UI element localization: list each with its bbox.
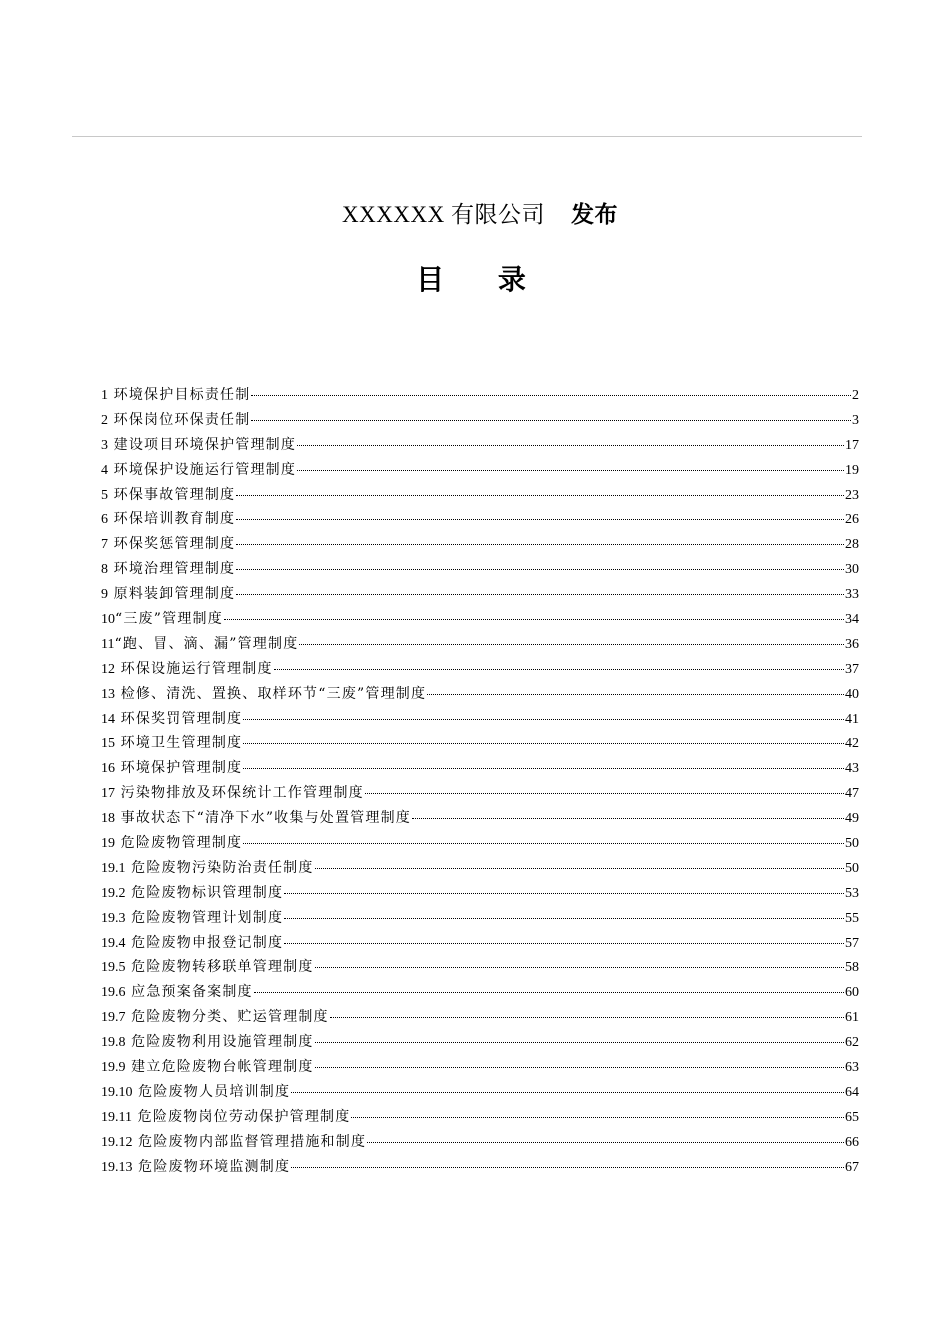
toc-entry-title: 污染物排放及环保统计工作管理制度	[120, 785, 364, 802]
toc-entry-label	[101, 657, 273, 683]
toc-entry[interactable]	[101, 980, 859, 1005]
toc-entry[interactable]	[101, 483, 859, 508]
toc-page-number: 50	[845, 836, 859, 852]
toc-leader-dots	[254, 988, 844, 993]
toc-page-number: 53	[845, 885, 859, 901]
toc-entry[interactable]	[101, 831, 859, 856]
toc-entry[interactable]	[101, 1155, 859, 1180]
toc-entry[interactable]	[101, 657, 859, 682]
toc-page-number: 55	[845, 910, 859, 926]
toc-entry-number: 19.4	[101, 935, 126, 951]
toc-entry-label	[101, 906, 283, 932]
toc-entry-label	[101, 781, 364, 807]
toc-entry-title: 危险废物申报登记制度	[131, 934, 284, 951]
toc-entry-title: 危险废物污染防治责任制度	[131, 859, 314, 876]
toc-entry[interactable]	[101, 1080, 859, 1105]
toc-leader-dots	[315, 1038, 844, 1043]
toc-page-number: 42	[845, 736, 859, 752]
issuer-name: XXXXXX 有限公司	[342, 202, 545, 227]
toc-leader-dots	[367, 1138, 844, 1143]
toc-entry-title: 环境治理管理制度	[113, 561, 236, 578]
toc-entry-number: 19.10	[101, 1084, 133, 1100]
toc-leader-dots	[315, 1063, 844, 1068]
toc-entry-label	[101, 582, 235, 608]
toc-entry-title: 环保设施运行管理制度	[120, 660, 273, 677]
toc-page-number: 28	[845, 537, 859, 553]
toc-entry-label	[101, 806, 411, 832]
toc-entry-title: 环境保护目标责任制	[113, 387, 251, 403]
toc-leader-dots	[284, 889, 844, 894]
toc-entry-title: 危险废物转移联单管理制度	[131, 959, 314, 976]
toc-entry-title: 危险废物利用设施管理制度	[131, 1034, 314, 1051]
toc-entry-title: 环保岗位环保责任制	[113, 411, 251, 428]
toc-entry-label	[101, 1005, 329, 1031]
toc-entry-label	[101, 1030, 314, 1056]
toc-page-number: 67	[845, 1159, 859, 1175]
toc-page-number: 49	[845, 811, 859, 827]
toc-entry-title: 危险废物管理制度	[120, 835, 243, 852]
toc-entry-title: 检修、清洗、置换、取样环节“三废”管理制度	[120, 685, 427, 702]
toc-entry[interactable]	[101, 756, 859, 781]
toc-entry[interactable]	[101, 906, 859, 931]
toc-entry-number: 15	[101, 736, 115, 752]
toc-entry-title: 环境保护设施运行管理制度	[113, 461, 297, 478]
toc-leader-dots	[274, 665, 844, 670]
toc-entry-title: 环保培训教育制度	[113, 511, 236, 528]
toc-entry-title: 危险废物内部监督管理措施和制度	[138, 1133, 367, 1150]
toc-entry-label	[101, 955, 314, 981]
toc-entry[interactable]	[101, 1030, 859, 1055]
toc-leader-dots	[315, 864, 844, 869]
table-of-contents	[101, 383, 859, 1180]
toc-entry-number: 19.13	[101, 1159, 133, 1175]
toc-page-number: 64	[845, 1084, 859, 1100]
toc-entry[interactable]	[101, 458, 859, 483]
toc-page-number: 17	[845, 437, 859, 453]
toc-entry-number: 2	[101, 412, 108, 428]
toc-entry-number: 19.1	[101, 860, 126, 876]
toc-entry[interactable]	[101, 806, 859, 831]
toc-entry[interactable]	[101, 1005, 859, 1030]
toc-page-number: 40	[845, 686, 859, 702]
toc-entry-label	[101, 731, 242, 757]
toc-entry[interactable]	[101, 383, 859, 408]
toc-entry-number: 17	[101, 786, 115, 802]
toc-page-number: 61	[845, 1010, 859, 1026]
toc-entry-number: 4	[101, 462, 108, 478]
toc-page-number: 3	[852, 412, 859, 428]
toc-entry-title: 建立危险废物台帐管理制度	[131, 1059, 314, 1076]
toc-page-number: 65	[845, 1109, 859, 1125]
toc-page-number: 23	[845, 487, 859, 503]
toc-page-number: 62	[845, 1035, 859, 1051]
toc-entry-number: 3	[101, 437, 108, 453]
toc-entry-number: 19.11	[101, 1109, 132, 1125]
toc-page-number: 58	[845, 960, 859, 976]
toc-entry[interactable]	[101, 1105, 859, 1130]
toc-entry-title: 环境卫生管理制度	[120, 735, 243, 752]
toc-entry-label	[101, 856, 314, 882]
toc-entry-title: 危险废物标识管理制度	[131, 884, 284, 901]
toc-entry-number: 19	[101, 836, 115, 852]
toc-entry-label	[101, 980, 253, 1006]
toc-entry-number: 19.12	[101, 1134, 133, 1150]
toc-entry-label	[101, 1155, 290, 1181]
toc-page-number: 50	[845, 860, 859, 876]
toc-page-number: 33	[845, 587, 859, 603]
toc-entry-number: 18	[101, 811, 115, 827]
toc-entry[interactable]	[101, 1130, 859, 1155]
toc-entry-title: 危险废物管理计划制度	[131, 909, 284, 926]
toc-entry-label	[101, 507, 235, 533]
toc-entry-label	[101, 607, 223, 633]
toc-entry-number: 19.5	[101, 960, 126, 976]
toc-page-number: 36	[845, 636, 859, 652]
toc-leader-dots	[236, 565, 844, 570]
toc-leader-dots	[365, 789, 844, 794]
toc-leader-dots	[412, 814, 844, 819]
toc-entry-number: 9	[101, 587, 108, 603]
toc-leader-dots	[291, 1163, 844, 1168]
toc-entry-number: 5	[101, 487, 108, 503]
toc-leader-dots	[236, 491, 844, 496]
toc-entry-title: 事故状态下“清净下水”收集与处置管理制度	[120, 810, 411, 827]
toc-leader-dots	[284, 914, 844, 919]
toc-entry-number: 14	[101, 711, 115, 727]
toc-entry-label	[101, 483, 235, 509]
toc-entry-title: 应急预案备案制度	[131, 984, 253, 1001]
toc-entry-number: 11	[101, 636, 115, 652]
toc-entry-number: 12	[101, 661, 115, 677]
toc-leader-dots	[243, 739, 844, 744]
toc-entry[interactable]	[101, 532, 859, 557]
toc-leader-dots	[291, 1088, 844, 1093]
toc-entry-title: 危险废物人员培训制度	[138, 1083, 291, 1100]
toc-leader-dots	[236, 540, 844, 545]
toc-entry-title: 危险废物岗位劳动保护管理制度	[137, 1108, 351, 1125]
toc-entry-label	[101, 532, 235, 558]
toc-leader-dots	[224, 615, 844, 620]
toc-leader-dots	[243, 764, 844, 769]
toc-leader-dots	[236, 515, 844, 520]
toc-page-number: 30	[845, 562, 859, 578]
toc-entry[interactable]	[101, 682, 859, 707]
toc-entry-label	[101, 1080, 290, 1106]
toc-entry-number: 6	[101, 512, 108, 528]
toc-entry-title: “跑、冒、滴、漏”管理制度	[114, 635, 299, 652]
toc-entry[interactable]	[101, 781, 859, 806]
toc-entry-number: 19.8	[101, 1035, 126, 1051]
toc-entry-title: 建设项目环境保护管理制度	[113, 436, 297, 453]
toc-page-number: 2	[852, 388, 859, 403]
toc-page-number: 19	[845, 462, 859, 478]
toc-entry-number: 13	[101, 686, 115, 702]
toc-entry-label	[101, 383, 250, 409]
toc-leader-dots	[284, 939, 844, 944]
toc-entry-label	[101, 682, 426, 708]
toc-entry-number: 16	[101, 761, 115, 777]
toc-entry-number: 1	[101, 388, 108, 403]
toc-leader-dots	[243, 715, 844, 720]
toc-entry-label	[101, 1055, 314, 1081]
toc-entry-title: 危险废物环境监测制度	[138, 1158, 291, 1175]
toc-entry-number: 7	[101, 537, 108, 553]
toc-page-number: 41	[845, 711, 859, 727]
toc-entry-label	[101, 557, 235, 583]
toc-leader-dots	[236, 590, 844, 595]
toc-entry-label	[101, 931, 283, 957]
publish-label: 发布	[570, 202, 618, 228]
toc-entry-number: 19.3	[101, 910, 126, 926]
toc-page-number: 57	[845, 935, 859, 951]
toc-entry[interactable]	[101, 881, 859, 906]
toc-leader-dots	[297, 466, 844, 471]
toc-entry-label	[101, 433, 296, 459]
toc-leader-dots	[351, 1113, 844, 1118]
toc-page-number: 26	[845, 512, 859, 528]
toc-entry-label	[101, 1105, 350, 1131]
toc-entry-title: 环境保护管理制度	[120, 760, 243, 777]
toc-entry-number: 19.2	[101, 885, 126, 901]
publisher-line	[0, 196, 950, 229]
toc-entry[interactable]	[101, 582, 859, 607]
toc-entry-title: 原料装卸管理制度	[113, 586, 236, 603]
toc-page-number: 43	[845, 761, 859, 777]
toc-page-number: 37	[845, 661, 859, 677]
toc-entry[interactable]	[101, 632, 859, 657]
toc-entry[interactable]	[101, 607, 859, 632]
toc-leader-dots	[297, 441, 844, 446]
toc-leader-dots	[315, 963, 844, 968]
toc-entry-label	[101, 632, 298, 658]
toc-entry-title: 环保事故管理制度	[113, 486, 236, 503]
toc-entry-number: 8	[101, 562, 108, 578]
toc-entry[interactable]	[101, 408, 859, 433]
toc-entry-label	[101, 408, 250, 434]
toc-page-number: 60	[845, 985, 859, 1001]
header-divider	[72, 136, 862, 137]
toc-leader-dots	[243, 839, 844, 844]
toc-entry-label	[101, 458, 296, 484]
toc-entry[interactable]	[101, 557, 859, 582]
toc-page-number: 34	[845, 612, 859, 628]
toc-page-number: 66	[845, 1134, 859, 1150]
toc-entry-label	[101, 1130, 366, 1156]
toc-leader-dots	[427, 690, 844, 695]
toc-heading: 目 录	[416, 263, 548, 296]
toc-entry-title: 环保奖罚管理制度	[120, 710, 243, 727]
toc-leader-dots	[251, 416, 851, 421]
toc-entry[interactable]	[101, 731, 859, 756]
toc-leader-dots	[299, 640, 844, 645]
toc-entry[interactable]	[101, 707, 859, 732]
toc-page-number: 63	[845, 1060, 859, 1076]
toc-entry-title: 环保奖惩管理制度	[113, 536, 236, 553]
toc-entry[interactable]	[101, 856, 859, 881]
toc-entry[interactable]	[101, 955, 859, 980]
toc-leader-dots	[330, 1013, 844, 1018]
toc-entry[interactable]	[101, 433, 859, 458]
toc-page-number: 47	[845, 786, 859, 802]
toc-entry-label	[101, 881, 283, 907]
toc-entry-label	[101, 707, 242, 733]
toc-entry-number: 19.9	[101, 1060, 126, 1076]
toc-entry-label	[101, 756, 242, 782]
toc-entry-title: “三废”管理制度	[115, 611, 223, 628]
toc-entry-number: 19.6	[101, 985, 126, 1001]
toc-entry-label	[101, 831, 242, 857]
toc-entry[interactable]	[101, 931, 859, 956]
toc-entry-number: 10	[101, 612, 115, 628]
toc-entry[interactable]	[101, 1055, 859, 1080]
toc-entry[interactable]	[101, 507, 859, 532]
toc-entry-title: 危险废物分类、贮运管理制度	[131, 1009, 329, 1026]
toc-entry-number: 19.7	[101, 1010, 126, 1026]
toc-leader-dots	[251, 391, 851, 396]
